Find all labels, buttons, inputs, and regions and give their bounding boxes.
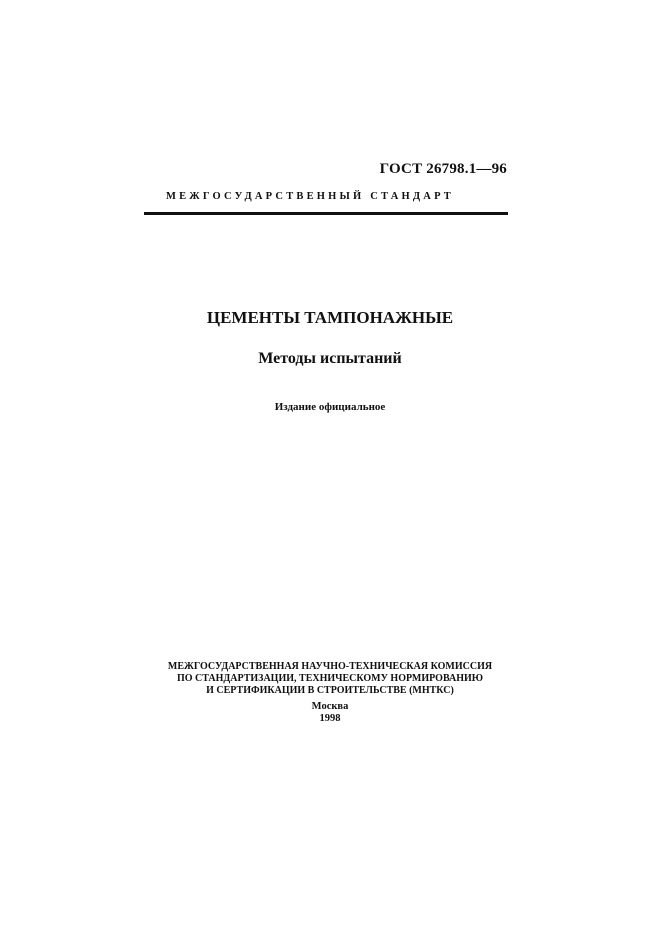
publication-year: 1998 (319, 713, 341, 724)
edition-note: Издание официальное (274, 401, 386, 413)
header-rule (144, 212, 508, 215)
publisher-line: ПО СТАНДАРТИЗАЦИИ, ТЕХНИЧЕСКОМУ НОРМИРОВАНИЮ (176, 673, 484, 684)
standard-type: МЕЖГОСУДАРСТВЕННЫЙ СТАНДАРТ (165, 191, 455, 202)
document-title: ЦЕМЕНТЫ ТАМПОНАЖНЫЕ (206, 308, 454, 327)
document-subtitle: Методы испытаний (258, 350, 402, 367)
publisher-line: И СЕРТИФИКАЦИИ В СТРОИТЕЛЬСТВЕ (МНТКС) (206, 685, 454, 696)
publisher-line: МЕЖГОСУДАРСТВЕННАЯ НАУЧНО-ТЕХНИЧЕСКАЯ КОМИССИЯ (167, 661, 493, 672)
document-number: ГОСТ 26798.1—96 (379, 161, 507, 177)
publisher-block (120, 661, 540, 697)
publication-city: Москва (311, 701, 349, 712)
